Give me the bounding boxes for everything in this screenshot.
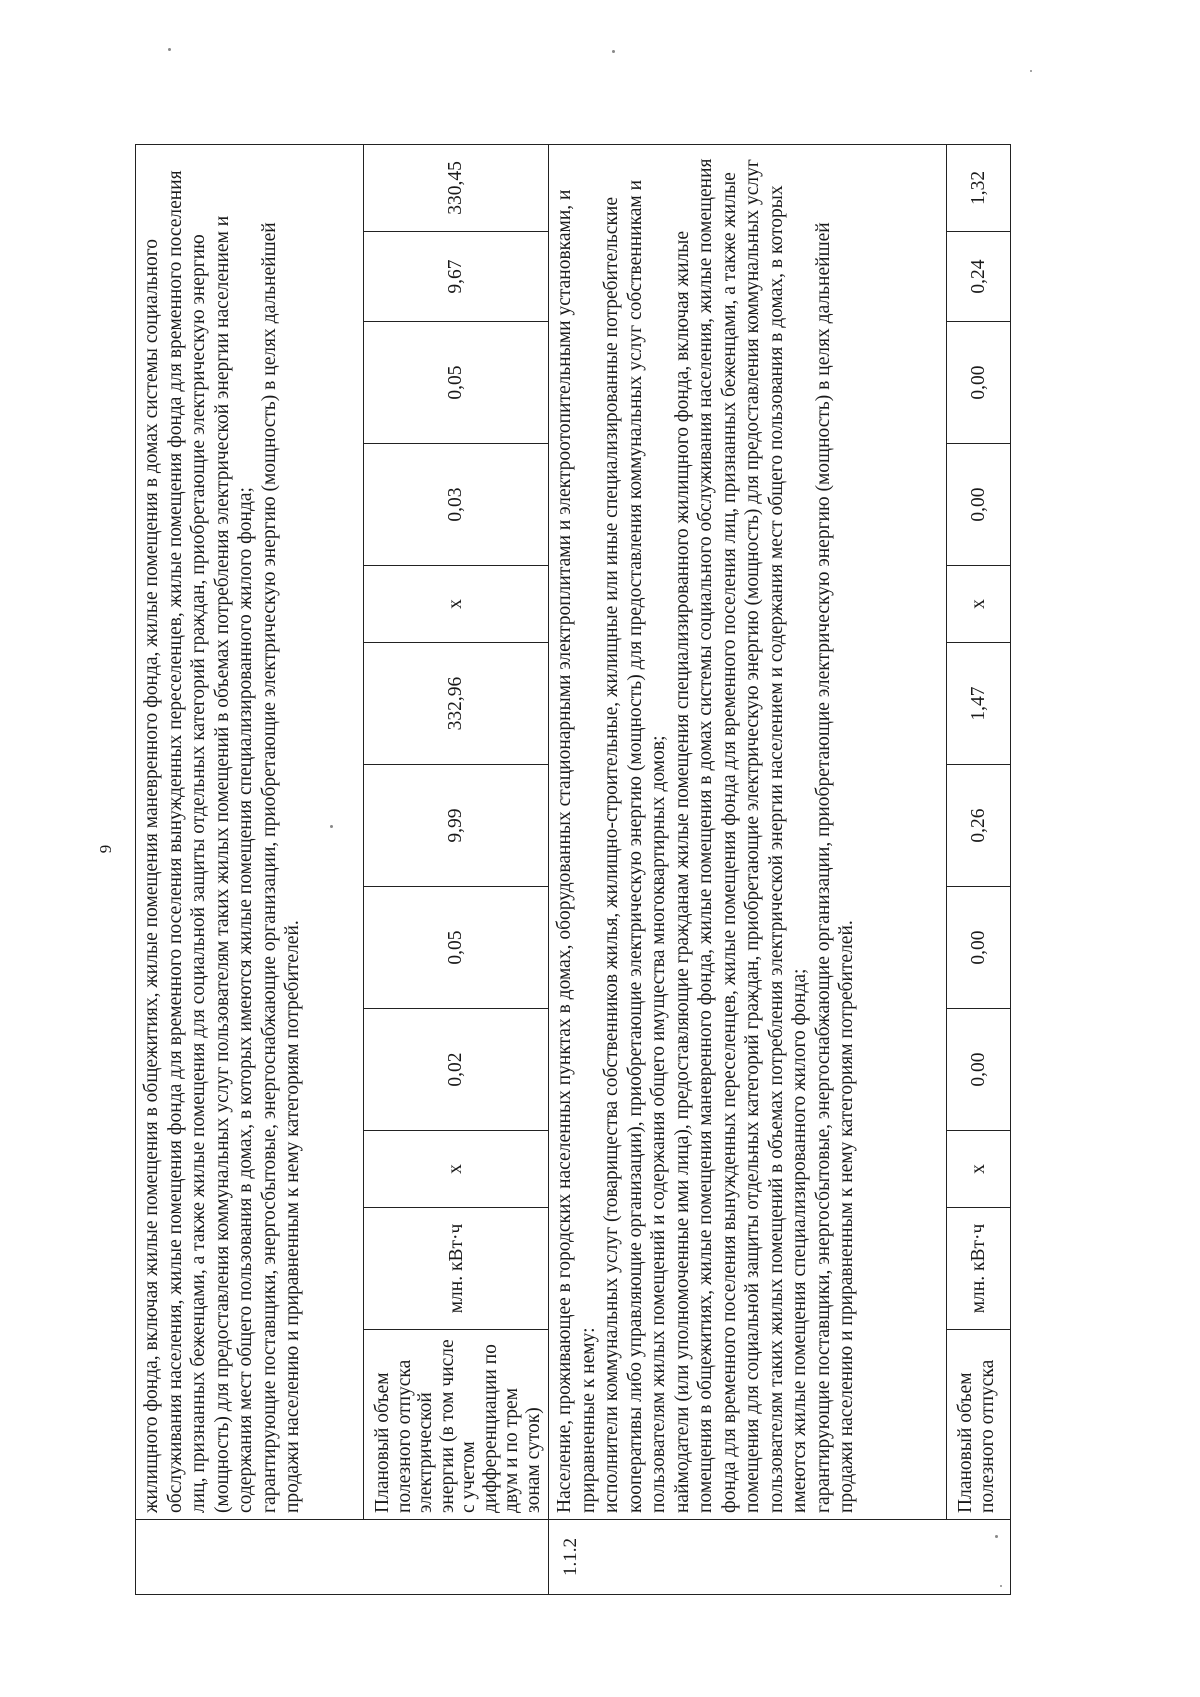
- rotated-table-page: [135, 145, 1125, 1595]
- value-cell: 0,00: [947, 887, 1011, 1009]
- value-cell: 332,96: [364, 643, 549, 765]
- value-cell: x: [947, 1131, 1011, 1208]
- section-a-index: [136, 1520, 549, 1595]
- unit-cell: млн. кВт·ч: [947, 1208, 1011, 1330]
- section-b-paragraph: наймодатели (или уполномоченные ими лица), предоставляющие гражданам жилые помещения специализированного жилищного фонда, включая жилые помещения в общежитиях, жилые помещения маневренного фонда, жилые помещения в домах системы социального обслуживания населения, жилые помещения фонда для временного поселения вынужденных переселенцев, жилые помещения фонда для временного поселения лиц, признанных беженцами, а также жилые помещения для социальной защиты отдельных категорий граждан, приобретающие электрическую энергию (мощность) для предоставления коммунальных услуг пользователям таких жилых помещений в объемах потребления электрической энергии населением и содержания мест общего пользования в домах, в которых имеются жилые помещения специализированного жилого фонда;: [671, 158, 810, 1513]
- row-label: Плановый объем полезного отпуска электрической энергии (в том числе с учетом дифференциации по двум и по трем зонам суток): [364, 1330, 549, 1520]
- scan-speck: [612, 50, 615, 53]
- value-cell: 0,00: [947, 1009, 1011, 1131]
- value-cell: 0,26: [947, 765, 1011, 887]
- value-cell: 330,45: [364, 144, 549, 231]
- value-cell: 0,24: [947, 232, 1011, 322]
- row-label: Плановый объем полезного отпуска: [947, 1330, 1011, 1520]
- value-cell: 1,47: [947, 643, 1011, 765]
- scan-speck: [1000, 1585, 1002, 1587]
- section-b-index: 1.1.2: [549, 1520, 1011, 1595]
- value-cell: 0,00: [947, 444, 1011, 566]
- section-b-paragraph: гарантирующие поставщики, энергосбытовые, энергоснабжающие организации, приобретающие электрическую энергию (мощность) в целях дальнейшей продажи населению и приравненным к нему категориям потребителей.: [812, 222, 857, 1513]
- value-cell: 0,05: [364, 887, 549, 1009]
- value-cell: x: [364, 566, 549, 643]
- tariff-table: [135, 144, 1011, 1595]
- value-cell: x: [947, 566, 1011, 643]
- section-b-paragraph: исполнители коммунальных услуг (товарищества собственников жилья, жилищно-строительные, жилищные или иные специализированные потребительские кооперативы либо управляющие организации), приобретающие электрическую энергию (мощность) для предоставления коммунальных услуг собственникам и пользователям жилых помещений и содержания общего имущества многоквартирных домов;: [601, 179, 669, 1513]
- section-a-values-row: [364, 144, 549, 1594]
- value-cell: 0,05: [364, 322, 549, 444]
- section-b-values-row: [947, 144, 1011, 1594]
- page-number: 9: [96, 844, 115, 854]
- value-cell: 1,32: [947, 144, 1011, 231]
- section-b-description-row: [549, 144, 947, 1594]
- value-cell: x: [364, 1131, 549, 1208]
- scan-speck: [995, 1535, 998, 1538]
- value-cell: 0,00: [947, 322, 1011, 444]
- section-b-description: [549, 144, 947, 1519]
- section-a-paragraph: гарантирующие поставщики, энергосбытовые, энергоснабжающие организации, приобретающие электрическую энергию (мощность) в целях дальнейшей продажи населению и приравненным к нему категориям потребителей.: [258, 222, 303, 1513]
- scan-speck: [168, 48, 171, 51]
- value-cell: 0,03: [364, 444, 549, 566]
- scan-speck: [330, 825, 333, 828]
- unit-cell: млн. кВт·ч: [364, 1208, 549, 1330]
- section-a-paragraph: жилищного фонда, включая жилые помещения в общежитиях, жилые помещения маневренного фонда, жилые помещения в домах системы социального обслуживания населения, жилые помещения фонда для временного поселения вынужденных переселенцев, жилые помещения фонда для временного поселения лиц, признанных беженцами, а также жилые помещения для социальной защиты отдельных категорий граждан, приобретающие электрическую энергию (мощность) для предоставления коммунальных услуг пользователям таких жилых помещений в объемах потребления электрической энергии населением и содержания мест общего пользования в домах, в которых имеются жилые помещения специализированного жилого фонда;: [141, 170, 256, 1513]
- section-b-paragraph: Население, проживающее в городских населенных пунктах в домах, оборудованных стационарными электроплитами и электроотопительными установками, и приравненные к нему:: [554, 189, 599, 1513]
- value-cell: 0,02: [364, 1009, 549, 1131]
- scan-speck: [1030, 70, 1032, 72]
- section-a-description-row: [136, 144, 364, 1594]
- value-cell: 9,99: [364, 765, 549, 887]
- value-cell: 9,67: [364, 232, 549, 322]
- section-a-description: [136, 144, 364, 1519]
